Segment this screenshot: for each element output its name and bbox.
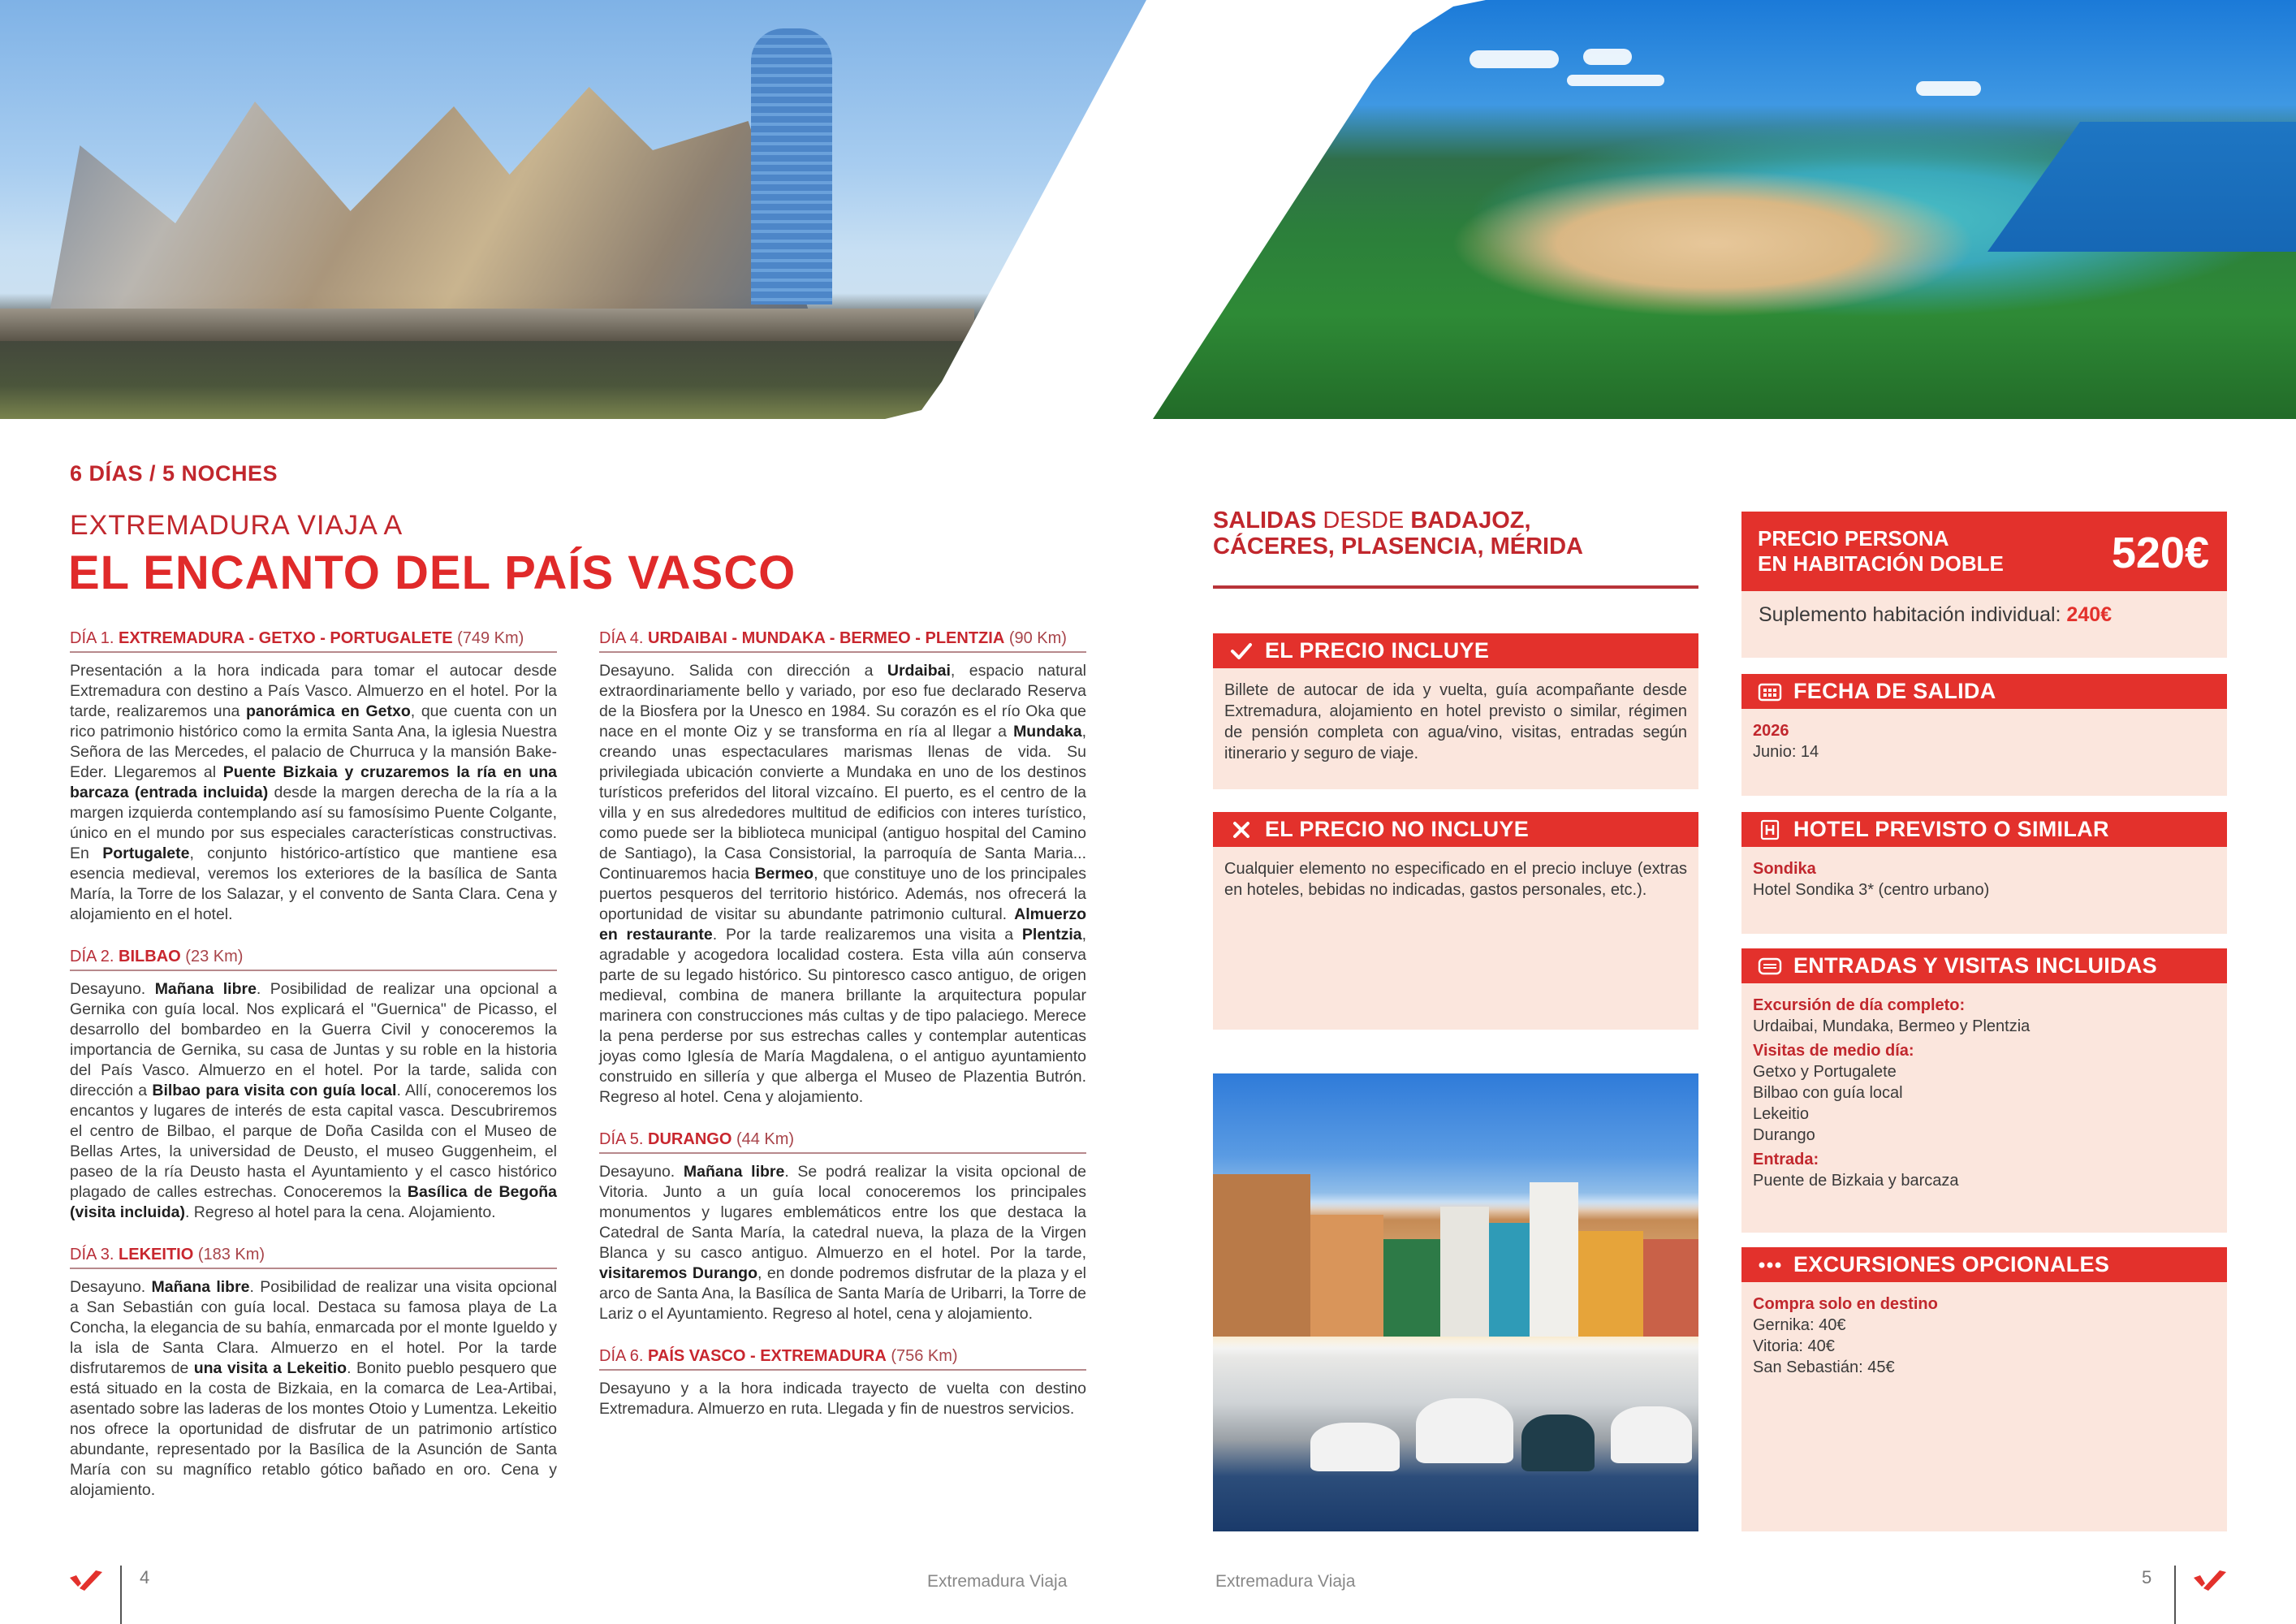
page-title: EL ENCANTO DEL PAÍS VASCO bbox=[68, 546, 796, 599]
day-heading: DÍA 2. BILBAO (23 Km) bbox=[70, 948, 557, 971]
day-heading: DÍA 6. PAÍS VASCO - EXTREMADURA (756 Km) bbox=[599, 1347, 1086, 1371]
page-number-right: 5 bbox=[2142, 1567, 2152, 1587]
optional-content: Compra solo en destino Gernika: 40€ Vitoria: 40€ San Sebastián: 45€ bbox=[1753, 1295, 1938, 1376]
footer-divider bbox=[120, 1566, 122, 1624]
itinerary-column-1 bbox=[70, 629, 557, 1523]
price-label: PRECIO PERSONA EN HABITACIÓN DOBLE bbox=[1758, 526, 2004, 576]
cloud-shape bbox=[1583, 49, 1632, 65]
itinerary-day bbox=[70, 629, 557, 925]
departure-cities-heading: SALIDAS DESDE BADAJOZ, CÁCERES, PLASENCIA, MÉRIDA bbox=[1213, 508, 1583, 559]
itinerary-day bbox=[599, 629, 1086, 1108]
footer-brand-left: Extremadura Viaja bbox=[927, 1572, 1068, 1591]
hotel-panel bbox=[1741, 812, 2227, 934]
day-description: Desayuno. Mañana libre. Posibilidad de realizar una visita opcional a San Sebastián con guía local. Destaca su famosa playa de La Concha, la elegancia de su bahía, enmarcada por el monte Igueldo y la isla de Santa Clara. Almuerzo en el hotel. Por la tarde disfrutaremos de una visita a Lekeitio. Bonito pueblo pesquero que está situado en la costa de Bizkaia, en la comarca de Lea-Artibai, asentado sobre las laderas de los montes Otoio y Lumentza. Lekeitio nos ofrece la oportunidad de disfrutar de un patrimonio artístico abundante, representado por la Basílica de la Asunción de Santa María con su magnífico retablo gótico bañado en oro. Cena y alojamiento. bbox=[70, 1278, 557, 1499]
panel-header: EL PRECIO INCLUYE bbox=[1213, 633, 1698, 668]
price-header bbox=[1741, 512, 2227, 591]
day-heading: DÍA 4. URDAIBAI - MUNDAKA - BERMEO - PLENTZIA (90 Km) bbox=[599, 629, 1086, 653]
cloud-shape bbox=[1567, 75, 1664, 86]
sea-shape bbox=[1987, 122, 2296, 252]
day-description: Desayuno. Mañana libre. Se podrá realizar la visita opcional de Vitoria. Junto a un guía local conoceremos los principales monumentos y lugares emblemáticos entre los que destaca la Catedral de Santa María, la catedral nueva, la plaza de la Virgen Blanca y su casco antiguo. Almuerzo en el hotel. Por la tarde, visitaremos Durango, en donde podremos disfrutar de la plaza y el arco de Santa Ana, la Basílica de Santa María de Uribarri, la Torre de Lariz o el Ayuntamiento. Regreso al hotel, cena y alojamiento. bbox=[599, 1163, 1086, 1323]
departure-date-panel bbox=[1741, 674, 2227, 796]
check-icon bbox=[1228, 641, 1255, 662]
hotel-icon bbox=[1756, 819, 1784, 840]
panel-header: EL PRECIO NO INCLUYE bbox=[1213, 812, 1698, 847]
brand-check-logo-icon bbox=[2192, 1567, 2228, 1592]
brand-check-logo-icon bbox=[68, 1567, 104, 1592]
panel-header: FECHA DE SALIDA bbox=[1741, 674, 2227, 709]
x-icon bbox=[1228, 819, 1255, 840]
footer-divider bbox=[2174, 1566, 2176, 1624]
day-description: Presentación a la hora indicada para tomar el autocar desde Extremadura con destino a País Vasco. Almuerzo en el hotel. Por la tarde, realizaremos una panorámica en Getxo, que cuenta con un rico patrimonio histórico como la ermita Santa Ana, la iglesia Nuestra Señora de las Mercedes, el palacio de Churruca y la mansión Bake-Eder. Llegaremos al Puente Bizkaia y cruzaremos la ría en una barcaza (entrada incluida) desde la margen derecha de la ría a la margen izquierda contemplando así su famosísimo Puente Colgante, único en el mundo por sus especiales características constructivas. En Portugalete, conjunto histórico-artístico que mantiene esa esencia medieval, veremos los exteriores de la basílica de Santa María, la Torre de los Salazar, y el convento de Santa Clara. Cena y alojamiento en el hotel. bbox=[70, 662, 557, 923]
includes-text: Billete de autocar de ida y vuelta, guía acompañante desde Extremadura, alojamiento en hotel previsto o similar, régimen de pensión completa con agua/vino, visitas, entradas según itinerario y seguro de viaje. bbox=[1224, 681, 1687, 762]
dots-icon bbox=[1756, 1255, 1784, 1276]
visits-content: Excursión de día completo: Urdaibai, Mundaka, Bermeo y Plentzia Visitas de medio día: Getxo y Portugalete Bilbao con guía local Lekeitio Durango Entrada: Puente de Bizkaia y barcaza bbox=[1753, 996, 2031, 1190]
excludes-text: Cualquier elemento no especificado en el precio incluye (extras en hoteles, bebidas no indicadas, gastos personales, etc.). bbox=[1224, 860, 1687, 899]
panel-header: EXCURSIONES OPCIONALES bbox=[1741, 1247, 2227, 1282]
optional-excursions-panel bbox=[1741, 1247, 2227, 1531]
footer-brand-right: Extremadura Viaja bbox=[1215, 1572, 1356, 1591]
calendar-icon bbox=[1756, 681, 1784, 702]
cloud-shape bbox=[1916, 81, 1981, 96]
hero-image-guggenheim bbox=[0, 0, 1153, 419]
trip-duration: 6 DÍAS / 5 NOCHES bbox=[70, 461, 278, 486]
day-heading: DÍA 1. EXTREMADURA - GETXO - PORTUGALETE (749 Km) bbox=[70, 629, 557, 653]
section-divider bbox=[1213, 585, 1698, 589]
hero-image-urdaibai bbox=[1145, 0, 2296, 419]
departure-date-content: 2026 Junio: 14 bbox=[1753, 722, 1819, 761]
tower-shape bbox=[751, 28, 832, 304]
museum-shape bbox=[16, 77, 812, 321]
title-kicker: EXTREMADURA VIAJA A bbox=[70, 510, 404, 541]
hotel-content: Sondika Hotel Sondika 3* (centro urbano) bbox=[1753, 860, 1990, 899]
day-heading: DÍA 3. LEKEITIO (183 Km) bbox=[70, 1246, 557, 1269]
day-heading: DÍA 5. DURANGO (44 Km) bbox=[599, 1130, 1086, 1154]
single-supplement: Suplemento habitación individual: 240€ bbox=[1759, 603, 2113, 626]
itinerary-day bbox=[70, 948, 557, 1223]
panel-header: HOTEL PREVISTO O SIMILAR bbox=[1741, 812, 2227, 847]
cloud-shape bbox=[1470, 50, 1559, 68]
itinerary-day bbox=[599, 1130, 1086, 1324]
day-description: Desayuno y a la hora indicada trayecto de vuelta con destino Extremadura. Almuerzo en ruta. Llegada y fin de nuestros servicios. bbox=[599, 1380, 1086, 1418]
bermeo-harbour-photo bbox=[1213, 1073, 1698, 1531]
promenade-shape bbox=[0, 309, 974, 341]
price-excludes-panel bbox=[1213, 812, 1698, 1030]
price-amount: 520€ bbox=[2111, 529, 2209, 577]
panel-header: ENTRADAS Y VISITAS INCLUIDAS bbox=[1741, 948, 2227, 983]
ticket-icon bbox=[1756, 956, 1784, 977]
day-description: Desayuno. Salida con dirección a Urdaibai, espacio natural extraordinariamente bello y variado, por eso fue declarado Reserva de la Biosfera por la Unesco en 1984. Su corazón es el río Oka que nace en el monte Oiz y se transforma en ría al llegar a Mundaka, creando unas espectaculares marismas llenas de vida. Su privilegiada ubicación convierte a Mundaka en uno de los destinos turísticos preferidos del litoral vizcaíno. El puerto, es el centro de la villa y en sus alrededores multitud de edificios con interes turístico, como puede ser la biblioteca municipal (antiguo hospital del Camino de Santiago), la Casa Consistorial, la parroquía de Santa Maria... Continuaremos hacia Bermeo, que constituye uno de los principales puertos pesqueros del territorio histórico. Además, nos ofrecerá la oportunidad de visitar su abundante patrimonio cultural. Almuerzo en restaurante. Por la tarde realizaremos una visita a Plentzia, agradable y acogedora localidad costera. Esta villa aún conserva parte de su legado histórico. Su pintoresco casco antiguo, de origen medieval, combina de manera brillante la arquitectura popular marinera con construcciones más cultas y de tipo palaciego. Merece la pena perderse por sus estrechas calles y contemplar autenticas joyas como Iglesía de María Magdalena, o el antiguo ayuntamiento construido en sillería y que alberga el Museo de Plazentia Butrón. Regreso al hotel. Cena y alojamiento. bbox=[599, 662, 1087, 1106]
itinerary-day bbox=[70, 1246, 557, 1501]
included-visits-panel bbox=[1741, 948, 2227, 1233]
price-includes-panel bbox=[1213, 633, 1698, 789]
itinerary-column-2 bbox=[599, 629, 1086, 1442]
itinerary-day bbox=[599, 1347, 1086, 1419]
day-description: Desayuno. Mañana libre. Posibilidad de realizar una opcional a Gernika con guía local. Nos explicará el "Guernica" de Picasso, el desarrollo del bombardeo en la Guerra Civil y conoceremos la importancia de Gernika, su casa de Juntas y su roble en la historia del País Vasco. Almuerzo en el hotel. Por la tarde, salida con dirección a Bilbao para visita con guía local. Allí, conoceremos los encantos y lugares de interés de esta capital vasca. Descubriremos el centro de Bilbao, el parque de Doña Casilda con el Museo de Bellas Artes, la universidad de Deusto, el museo Guggenheim, el paseo de la ría Deusto hasta el Ayuntamiento y el casco histórico plagado de calles estrechas. Conoceremos la Basílica de Begoña (visita incluida). Regreso al hotel para la cena. Alojamiento. bbox=[70, 980, 558, 1221]
page-number-left: 4 bbox=[140, 1567, 150, 1587]
